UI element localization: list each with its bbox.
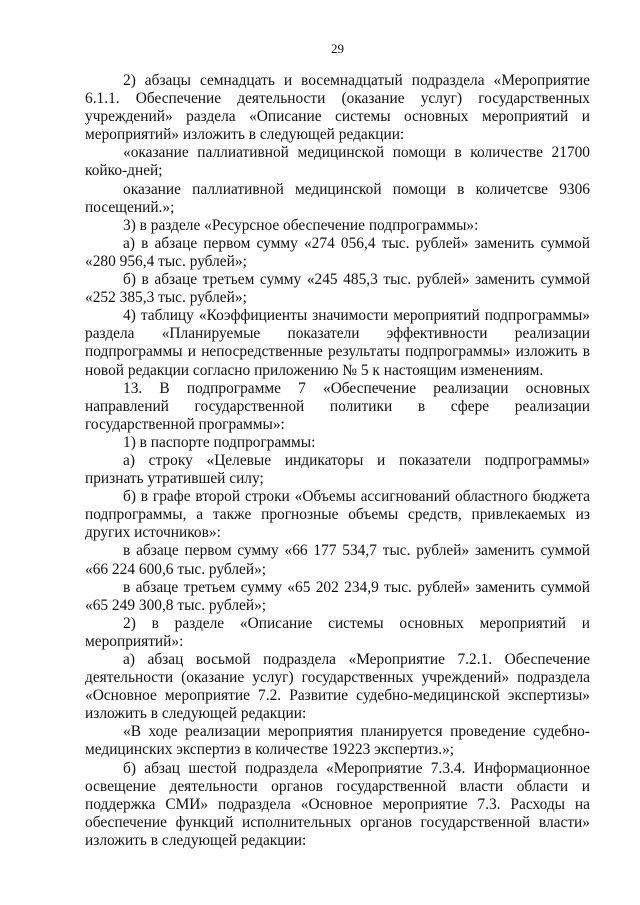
paragraph-6: б) в абзаце третьем сумму «245 485,3 тыс. рублей» заменить суммой «252 385,3 тыс. рублей»; (85, 271, 590, 307)
paragraph-5: а) в абзаце первом сумму «274 056,4 тыс. рублей» заменить суммой «280 956,4 тыс. рублей»; (85, 234, 590, 270)
paragraph-1: 2) абзацы семнадцать и восемнадцатый подраздела «Мероприятие 6.1.1. Обеспечение деятельности (оказание услуг) государственных учреждений» раздела «Описание системы основных мероприятий и мероприятий» изложить в следующей редакции: (85, 72, 590, 144)
paragraph-12: в абзаце первом сумму «66 177 534,7 тыс. рублей» заменить суммой «66 224 600,6 тыс. рублей»; (85, 542, 590, 578)
paragraph-17: б) абзац шестой подраздела «Мероприятие 7.3.4. Информационное освещение деятельности органов государственной власти области и поддержка СМИ» подраздела «Основное мероприятие 7.3. Расходы на обеспечение функций исполнительных органов государственной власти» изложить в следующей редакции: (85, 759, 590, 849)
paragraph-14: 2) в разделе «Описание системы основных мероприятий и мероприятий»: (85, 614, 590, 650)
paragraph-9: 1) в паспорте подпрограммы: (123, 433, 316, 451)
paragraph-11: б) в графе второй строки «Объемы ассигнований областного бюджета подпрограммы, а также прогнозные объемы средств, привлекаемых из других источников»: (85, 488, 590, 542)
paragraph-7: 4) таблицу «Коэффициенты значимости мероприятий подпрограммы» раздела «Планируемые показатели эффективности реализации подпрограммы и непосредственные результаты подпрограммы» изложить в новой редакции согласно приложению № 5 к настоящим изменениям. (85, 307, 590, 379)
paragraph-10: а) строку «Целевые индикаторы и показатели подпрограммы» признать утратившей силу; (85, 451, 590, 488)
document-body (85, 72, 590, 850)
paragraph-3: оказание паллиативной медицинской помощи в количетсве 9306 посещений.»; (85, 180, 590, 216)
paragraph-4: 3) в разделе «Ресурсное обеспечение подпрограммы»: (123, 216, 479, 234)
paragraph-13: в абзаце третьем сумму «65 202 234,9 тыс. рублей» заменить суммой «65 249 300,8 тыс. рублей»; (85, 578, 590, 614)
paragraph-2: «оказание паллиативной медицинской помощи в количестве 21700 койко-дней; (85, 144, 590, 180)
paragraph-15: а) абзац восьмой подраздела «Мероприятие 7.2.1. Обеспечение деятельности (оказание услуг) государственных учреждений» подраздела «Основное мероприятие 7.2. Развитие судебно-медицинской экспертизы» изложить в следующей редакции: (85, 651, 590, 723)
page-number: 29 (331, 41, 344, 56)
paragraph-16: «В ходе реализации мероприятия планируется проведение судебно-медицинских экспертиз в количестве 19223 экспертиз.»; (85, 723, 590, 759)
paragraph-8: 13. В подпрограмме 7 «Обеспечение реализации основных направлений государственной политики в сфере реализации государственной программы»: (85, 379, 590, 433)
